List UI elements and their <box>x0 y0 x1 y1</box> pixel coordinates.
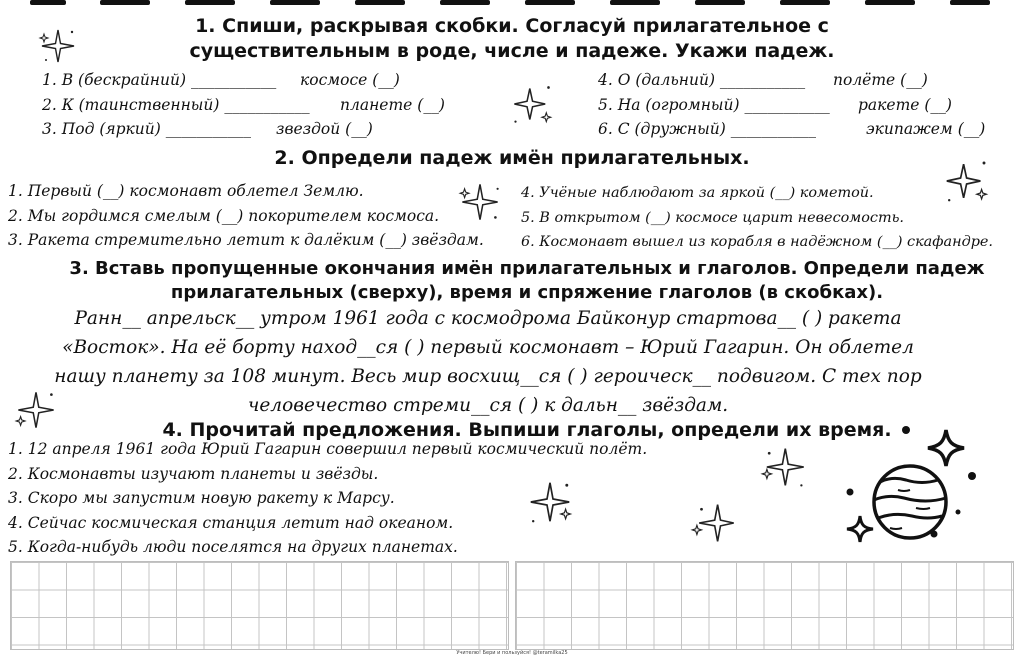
task1-item-noun: космосе (__) <box>300 71 400 89</box>
task3-line: нашу планету за 108 минут. Весь мир восхищ__ся ( ) героическ__ подвигом. С тех пор <box>54 366 922 387</box>
task4-item <box>8 486 728 511</box>
task1-item-prompt: 3. Под (яркий) ___________ <box>42 120 251 139</box>
task2-item <box>8 204 508 229</box>
task1-item <box>598 117 1018 142</box>
task4-item <box>8 535 728 560</box>
sparkle-star-icon <box>526 478 574 526</box>
task2-item-text: 6. Космонавт вышел из корабля в надёжном (__) скафандре. <box>521 234 994 251</box>
top-dash <box>355 0 405 5</box>
task4-item-text: 1. 12 апреля 1961 года Юрий Гагарин совершил первый космический полёт. <box>8 440 648 458</box>
sparkle-star-icon <box>14 388 58 432</box>
sparkle-star-icon <box>942 157 990 205</box>
task4-item <box>8 462 728 487</box>
top-dash <box>100 0 150 5</box>
task4-list <box>8 437 728 560</box>
task1-item-prompt: 1. В (бескрайний) ___________ <box>42 71 277 89</box>
task1-item-prompt: 4. О (дальний) ___________ <box>598 71 806 89</box>
task1-item <box>42 68 502 93</box>
credit-text: Учителю! Бери и пользуйся! @teramilka25 <box>456 650 568 656</box>
task2-item-text: 4. Учёные наблюдают за яркой (__) кометой. <box>521 185 874 201</box>
task1-heading-line2: существительным в роде, числе и падеже. Укажи падеж. <box>189 40 835 62</box>
task4-item-text: 2. Космонавты изучают планеты и звёзды. <box>8 464 379 483</box>
task2-item <box>521 206 1021 231</box>
top-dash <box>270 0 320 5</box>
task4-item-text: 5. Когда-нибудь люди поселятся на других планетах. <box>8 538 458 557</box>
top-dash <box>185 0 235 5</box>
task1-left-column <box>42 68 502 142</box>
task2-heading: 2. Определи падеж имён прилагательных. <box>274 147 750 169</box>
task1-item-noun: ракете (__) <box>858 95 952 114</box>
top-dash <box>610 0 660 5</box>
task3-heading-line1: 3. Вставь пропущенные окончания имён прилагательных и глаголов. Определи падеж <box>69 258 985 279</box>
task1-item <box>42 117 502 142</box>
task2-item <box>521 230 1021 255</box>
task2-item-text: 1. Первый (__) космонавт облетел Землю. <box>8 182 364 200</box>
top-dash <box>695 0 745 5</box>
task1-right-column <box>598 68 1018 142</box>
task3-line: человечество стреми__ся ( ) к дальн__ звёздам. <box>247 395 729 416</box>
task2-item <box>8 228 508 253</box>
task1-item-noun: полёте (__) <box>833 71 928 89</box>
task1-item-noun: планете (__) <box>340 95 445 114</box>
task1-item <box>598 68 1018 93</box>
task4-item <box>8 437 728 462</box>
task3-line: «Восток». На её борту наход__ся ( ) первый космонавт – Юрий Гагарин. Он облетел <box>62 337 914 358</box>
task2-item-text: 3. Ракета стремительно летит к далёким (__) звёздам. <box>8 231 484 250</box>
task1-item <box>598 93 1018 118</box>
top-dash <box>525 0 575 5</box>
task1-item <box>42 93 502 118</box>
task1-item-noun: звездой (__) <box>276 120 373 139</box>
answer-grid-right[interactable] <box>515 561 1014 650</box>
sparkle-star-icon <box>38 26 78 66</box>
task2-item <box>8 179 508 204</box>
sparkle-star-icon <box>510 82 554 126</box>
task1-heading-line1: 1. Спиши, раскрывая скобки. Согласуй прилагательное с <box>195 15 829 37</box>
top-dash <box>30 0 66 5</box>
task3-line: Ранн__ апрельск__ утром 1961 года с космодрома Байконур стартова__ ( ) ракета <box>74 308 902 329</box>
task4-item-text: 4. Сейчас космическая станция летит над океаном. <box>8 513 454 532</box>
task2-left-column <box>8 179 508 253</box>
planet-icon <box>830 412 990 562</box>
top-dash <box>440 0 490 5</box>
task1-item-noun: экипажем (__) <box>866 120 986 139</box>
top-dash <box>865 0 915 5</box>
task3-text <box>0 304 976 420</box>
task2-item-text: 2. Мы гордимся смелым (__) покорителем космоса. <box>8 206 440 225</box>
top-dash <box>780 0 830 5</box>
task1-item-prompt: 5. На (огромный) ___________ <box>598 95 830 114</box>
sparkle-star-icon <box>458 180 502 224</box>
top-dash <box>950 0 990 5</box>
task1-item-prompt: 6. С (дружный) ___________ <box>598 120 816 139</box>
task1-item-prompt: 2. К (таинственный) ___________ <box>42 95 310 114</box>
answer-grid-left[interactable] <box>10 561 509 650</box>
sparkle-star-icon <box>760 444 806 490</box>
task4-item-text: 3. Скоро мы запустим новую ракету к Марсу. <box>8 489 395 508</box>
task3-heading-line2: прилагательных (сверху), время и спряжение глаголов (в скобках). <box>170 282 884 303</box>
task4-heading: 4. Прочитай предложения. Выпиши глаголы, определи их время. <box>162 419 892 441</box>
sparkle-star-icon <box>690 500 736 546</box>
task2-item-text: 5. В открытом (__) космосе царит невесомость. <box>521 209 905 226</box>
task4-item <box>8 511 728 536</box>
